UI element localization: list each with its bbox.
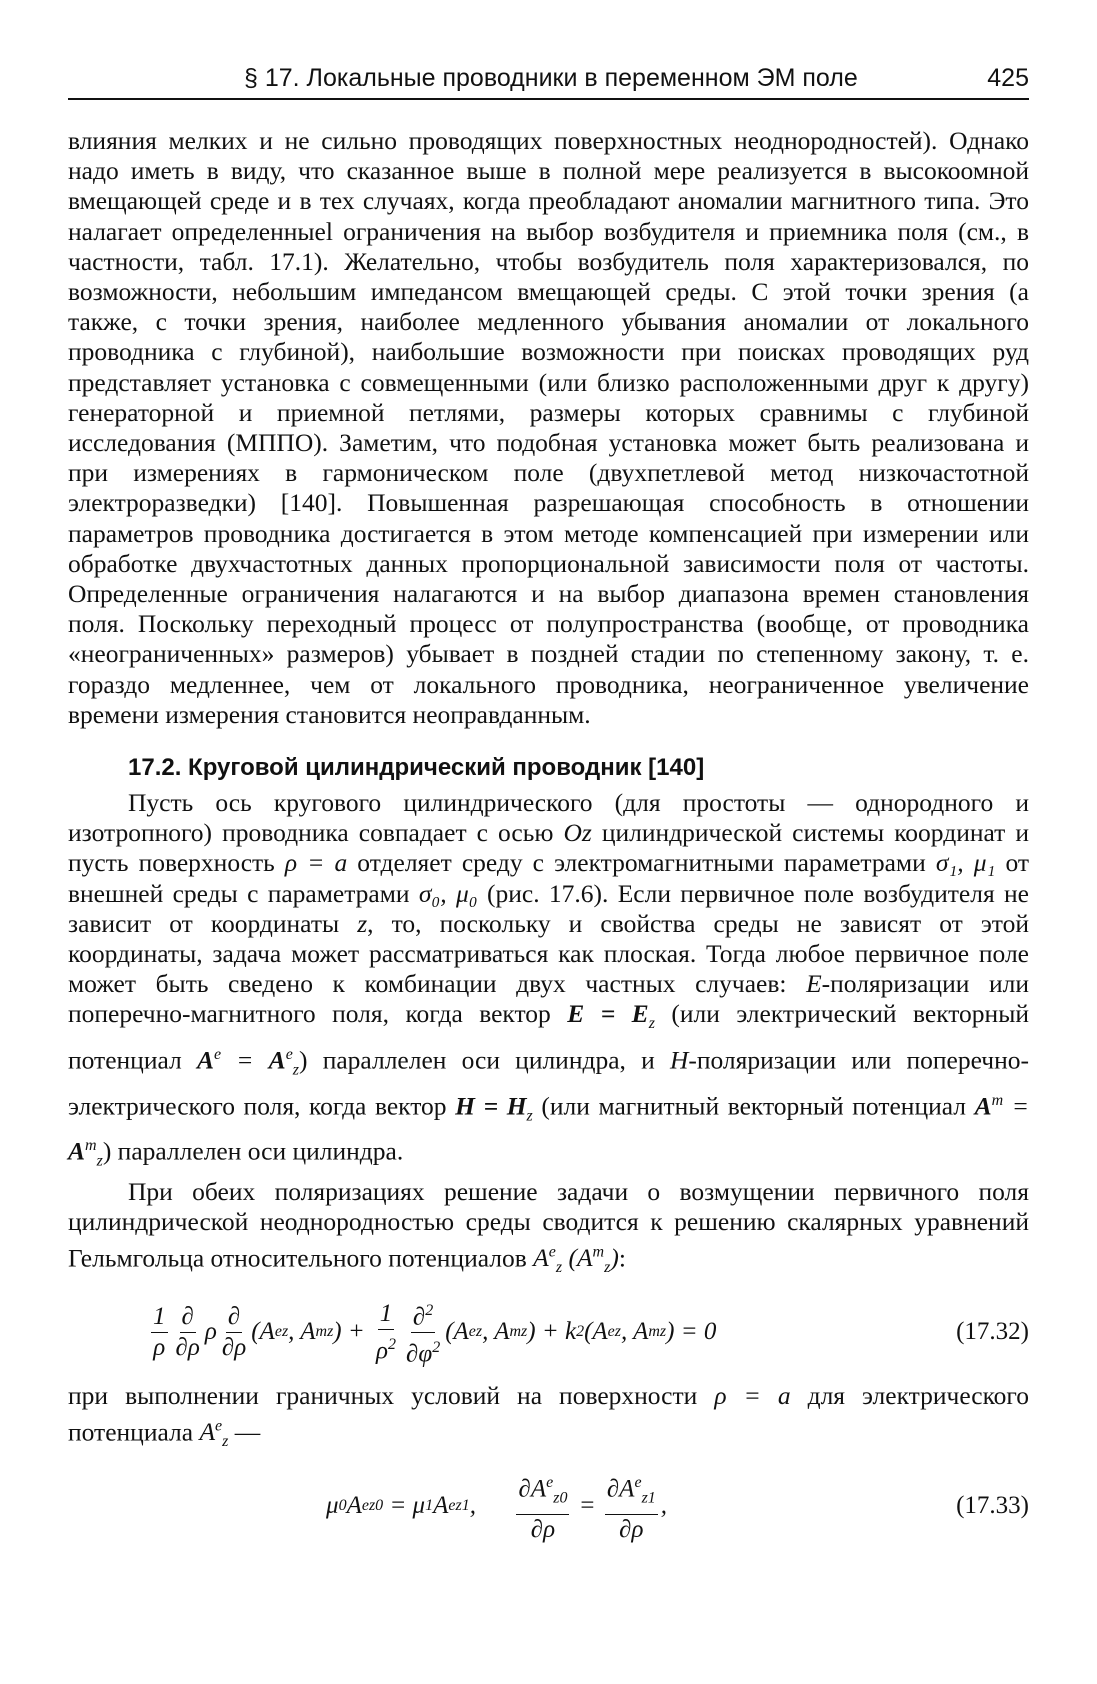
paragraph-3: При обеих поляризациях решение задачи о возмущении первичного поля цилиндрической неоднородностью среды сводится к решению скалярных уравнений Гельмгольца относительного потенциалов $A^e_z$ $(A^m_z)$: <box>68 1177 1029 1277</box>
section-heading: 17.2. Круговой цилиндрический проводник [140] <box>128 754 705 782</box>
equation-17-32 <box>68 1289 1029 1375</box>
running-header <box>68 62 1029 100</box>
equation-body: $\frac{1}{\rho}$ $\frac{\partial}{\partial\rho}$ ρ $\frac{\partial}{\partial\rho}$ (A e z , A m z ) + $\frac{1}{\rho^2}$ $\frac{\partial^2}{\partial\varphi^2}$ (A e z , A m z ) + k 2 (A e z , A m z ) = 0 <box>148 1289 716 1375</box>
equation-number: (17.33) <box>956 1492 1029 1520</box>
paragraph-4: при выполнении граничных условий на поверхности ρ = a для электрического потенциала $A^e_z$ — <box>68 1381 1030 1451</box>
page-number: 425 <box>987 64 1029 92</box>
header-title: § 17. Локальные проводники в переменном ЭМ поле <box>244 64 858 92</box>
paragraph-2: Пусть ось кругового цилиндрического (для простоты — однородного и изотропного) проводника совпадает с осью Oz цилиндрической системы координат и пусть поверхность ρ = a отделяет среду с электромагнитными параметрами σ₁, μ₁ от внешней среды с параметрами σ₀, μ₀ (рис. 17.6). Если первичное поле возбудителя не зависит от координаты z, то, поскольку и свойства среды не зависят от этой координаты, задача может рассматриваться как плоская. Тогда любое первичное поле может быть сведено к комбинации двух частных случаев: E-поляризации или поперечно-магнитного поля, когда вектор $E = E_z$ (или электрический векторный потенциал $A^e = A^e_z$) параллелен оси цилиндра, и H-поляризации или поперечно-электрического поля, когда вектор $H = H_z$ (или магнитный векторный потенциал $A^m = A^m_z$) параллелен оси цилиндра. <box>68 788 1030 1170</box>
equation-number: (17.32) <box>956 1318 1029 1346</box>
paragraph-1: влияния мелких и не сильно проводящих поверхностных неоднородностей). Однако надо иметь в виду, что сказанное выше в полной мере реализуется в высокоомной вмещающей среде и в тех случаях, когда преобладают аномалии магнитного типа. Это налагает определенныеl ограничения на выбор возбудителя и приемника поля (см., в частности, табл. 17.1). Желательно, чтобы возбудитель поля характеризовался, по возможности, небольшим импедансом вмещающей среды. С этой точки зрения (а также, с точки зрения, наиболее медленного убывания аномалии от локального проводника с глубиной), наибольшие возможности при поисках проводящих руд представляет установка с совмещенными (или близко расположенными друг к другу) генераторной и приемной петлями, размеры которых сравнимы с глубиной исследования (МППО). Заметим, что подобная установка может быть реализована и при измерениях в гармоническом поле (двухпетлевой метод низкочастотной электроразведки) [140]. Повышенная разрешающая способность в отношении параметров проводника достигается в этом методе компенсацией при измерении или обработке двухчастотных данных пропорциональной зависимости поля от частоты. Определенные ограничения налагаются и на выбор диапазона времен становления поля. Поскольку переходный процесс от полупространства (вообще, от проводника «неограниченных» размеров) убывает в поздней стадии по степенному закону, т. е. гораздо медленнее, чем от локального проводника, неограниченное увеличение времени измерения становится неоправданным. <box>68 126 1029 729</box>
body-text <box>68 126 1029 1555</box>
equation-body: μ 0 A e z0 = μ 1 A e z1 , $\frac{\partial A^e_{z0}}{\partial\rho}$ = $\frac{\partial A^e_{z1}}{\partial\rho}$ , <box>326 1463 667 1549</box>
equation-17-33 <box>68 1463 1029 1549</box>
